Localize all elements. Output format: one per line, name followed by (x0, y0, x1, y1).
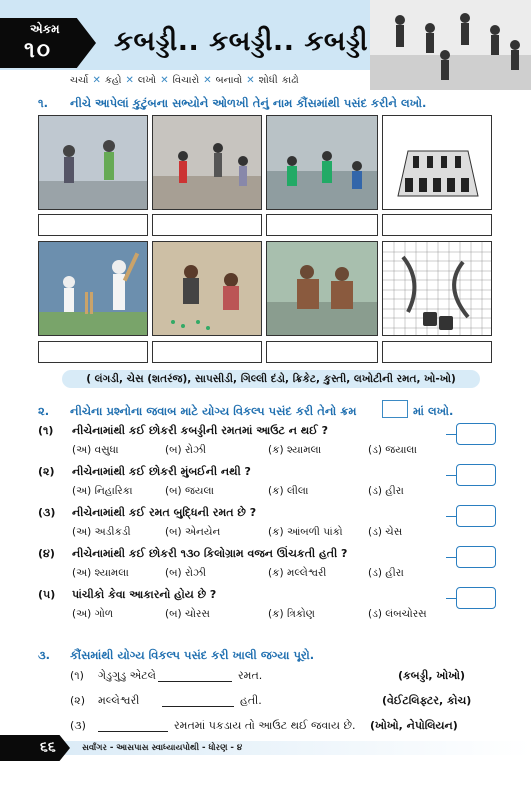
item-options: (કબડ્ડી, ખોખો) (398, 669, 466, 682)
question-text: નીચેનામાંથી કઈ છોકરી મુંબઈની નથી ? (72, 465, 251, 478)
kabaddi-image (266, 115, 378, 210)
item-text-after: રમતમાં પકડાય તો આઉટ થઈ જવાય છે. (174, 719, 356, 732)
cricket-image (38, 241, 148, 336)
item-text-after: રમત. (238, 669, 263, 682)
answer-box[interactable] (382, 341, 492, 363)
item-text-before: ગેડુગુડુ એટલે (98, 669, 156, 682)
question-number: (૧) (38, 424, 54, 437)
answer-box[interactable] (266, 214, 378, 236)
option-d: (ડ) ચેસ (368, 526, 403, 538)
option-b: (બ) રોઝી (165, 567, 207, 579)
footer-text: સર્વાંગર - આસપાસ સ્વાધ્યાયપોથી - ધોરણ - ૪ (82, 743, 243, 753)
option-d: (ડ) હીરા (368, 485, 404, 497)
skill-item: વિચારો (172, 74, 200, 86)
page-number: ૬૬ (40, 739, 56, 755)
answer-bubble[interactable] (456, 546, 496, 568)
answer-box[interactable] (382, 214, 492, 236)
option-c: (ક) શ્યામલા (268, 444, 322, 456)
snakes-ladders-image (382, 241, 492, 336)
option-b: (બ) જયલા (165, 485, 215, 497)
blank-line[interactable] (98, 731, 168, 732)
option-c: (ક) લીલા (268, 485, 309, 497)
rank-box-sample (382, 400, 408, 418)
cross-icon: ✕ (92, 74, 101, 86)
option-c: (ક) ત્રિકોણ (268, 608, 315, 620)
bubble-pointer (446, 434, 456, 435)
question-text: નીચેનામાંથી કઈ છોકરી કબડ્ડીની રમતમાં આઉટ ન થઈ ? (72, 424, 328, 437)
item-text-before: મલ્લેશ્વરી (98, 694, 140, 707)
unit-label: એકમ (30, 22, 60, 36)
question-text: નીચેનામાંથી કઈ છોકરી ૧૩૦ કિલોગ્રામ વજન ઊંચકતી હતી ? (72, 547, 348, 560)
blank-line[interactable] (158, 681, 232, 682)
page-title: કબડ્ડી.. કબડ્ડી.. કબડ્ડી (114, 26, 369, 57)
skill-item: કહો (104, 74, 122, 86)
answer-box[interactable] (152, 214, 262, 236)
option-d: (ડ) જયાલા (368, 444, 417, 456)
option-c: (ક) આંબળી પાંકો (268, 526, 343, 538)
option-b: (બ) એનયેન (165, 526, 221, 538)
item-number: (૩) (70, 719, 86, 732)
option-a: (અ) ગોળ (72, 608, 114, 620)
bubble-pointer (446, 475, 456, 476)
cross-icon: ✕ (203, 74, 212, 86)
footer-bar (0, 741, 531, 755)
cross-icon: ✕ (125, 74, 134, 86)
option-a: (અ) નિહારિકા (72, 485, 133, 497)
section1-instruction: નીચે આપેલાં કુટુંબના સભ્યોને ઓળખી તેનું નામ કૌંસમાંથી પસંદ કરીને લખો. (70, 96, 427, 110)
item-text-after: હતી. (240, 694, 262, 707)
question-number: (૨) (38, 465, 55, 478)
cross-icon: ✕ (246, 74, 255, 86)
section3-number: ૩. (38, 648, 51, 662)
wrestling-image (266, 241, 378, 336)
option-a: (અ) અડીકડી (72, 526, 131, 538)
answer-bubble[interactable] (456, 505, 496, 527)
item-options: (વેઈટલિફ્ટર, કોચ) (382, 694, 472, 707)
section2-instruction-end: માં લખો. (413, 404, 454, 418)
section1-number: ૧. (38, 96, 49, 110)
bubble-pointer (446, 598, 456, 599)
page-number-badge (0, 735, 70, 761)
bubble-pointer (446, 557, 456, 558)
answer-bubble[interactable] (456, 464, 496, 486)
option-d: (ડ) લંબચોરસ (368, 608, 427, 620)
skill-item: કાઢો (281, 74, 299, 86)
question-number: (૫) (38, 588, 56, 601)
chess-image (382, 115, 492, 210)
answer-bubble[interactable] (456, 423, 496, 445)
answer-box[interactable] (266, 341, 378, 363)
option-b: (બ) ચોરસ (165, 608, 210, 620)
unit-number: ૧૦ (24, 38, 53, 63)
item-number: (૧) (70, 669, 84, 682)
kabaddi-photo (370, 0, 531, 90)
lagdi-image (38, 115, 148, 210)
question-number: (૩) (38, 506, 56, 519)
skill-item: ચર્ચા (70, 74, 89, 86)
skill-item: લખો (137, 74, 157, 86)
page-header (0, 0, 531, 92)
section3-instruction: કૌંસમાંથી યોગ્ય વિકલ્પ પસંદ કરી ખાલી જગ્યા પૂરો. (70, 648, 315, 662)
blank-line[interactable] (162, 706, 234, 707)
marbles-image (152, 241, 262, 336)
bubble-pointer (446, 516, 456, 517)
skill-item: શોધી (258, 74, 278, 86)
option-a: (અ) વસુધા (72, 444, 119, 456)
answer-box[interactable] (152, 341, 262, 363)
skills-strip (70, 70, 299, 90)
page-footer (0, 733, 531, 763)
option-c: (ક) મલ્લેશ્વરી (268, 567, 327, 579)
question-text: પાંચીકો કેવા આકારનો હોય છે ? (72, 588, 217, 601)
item-number: (૨) (70, 694, 86, 707)
item-options: (ખોખો, નેપોલિયન) (370, 719, 458, 732)
option-b: (બ) રોઝી (165, 444, 207, 456)
question-text: નીચેનામાંથી કઈ રમત બુદ્ધિની રમત છે ? (72, 506, 257, 519)
answer-box[interactable] (38, 341, 148, 363)
answer-box[interactable] (38, 214, 148, 236)
option-d: (ડ) હીરા (368, 567, 404, 579)
option-a: (અ) શ્યામલા (72, 567, 129, 579)
section2-number: ૨. (38, 404, 50, 418)
cross-icon: ✕ (160, 74, 169, 86)
section1-options: ( લંગડી, ચેસ (શતરંજ), સાપસીડી, ગિલ્લી દંડો, ક્રિકેટ, કુસ્તી, લખોટીની રમત, ખો-ખો) (62, 370, 480, 388)
answer-bubble[interactable] (456, 587, 496, 609)
section2-instruction: નીચેના પ્રશ્નોના જવાબ માટે યોગ્ય વિકલ્પ પસંદ કરી તેનો ક્રમ (70, 404, 357, 418)
question-number: (૪) (38, 547, 55, 560)
skill-item: બનાવો (215, 74, 243, 86)
kho-kho-image (152, 115, 262, 210)
